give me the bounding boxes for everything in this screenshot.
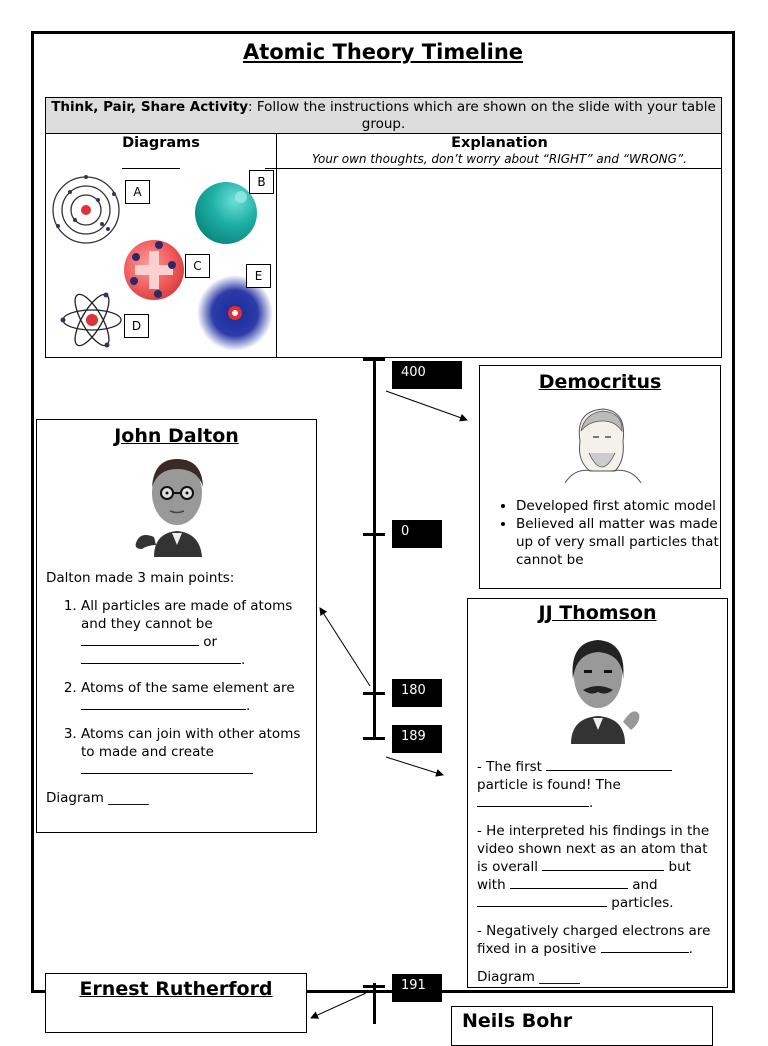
thomson-p2-text-c: and	[627, 877, 658, 893]
dalton-point-2-text: Atoms of the same element are	[81, 680, 295, 696]
activity-label: Think, Pair, Share Activity	[51, 99, 249, 115]
answer-blank	[510, 876, 628, 889]
year-189: 189	[392, 725, 442, 753]
democritus-bullet: • Believed all matter was made up of very small particles that cannot be	[516, 515, 720, 569]
thomson-paragraph-2	[477, 822, 719, 912]
label-b: B	[249, 170, 274, 194]
dalton-diagram-prompt: Diagram ______	[46, 790, 149, 806]
year-191: 191	[392, 974, 442, 1002]
democritus-title: Democritus	[538, 371, 662, 393]
dalton-point-3	[81, 725, 316, 779]
dalton-point-1-or: or	[199, 634, 218, 650]
answer-blank	[477, 894, 607, 907]
label-e: E	[246, 264, 271, 288]
thomson-text	[477, 758, 719, 986]
thomson-p2-text-d: particles.	[607, 895, 674, 911]
thomson-p2-text: - He interpreted his findings in the video shown next as an atom that is overall	[477, 823, 710, 875]
thomson-p1-text-b: particle is found! The	[477, 777, 621, 793]
thomson-paragraph-1: - The first particle is found! The .	[477, 758, 719, 812]
answer-blank	[542, 858, 664, 871]
dalton-portrait	[132, 453, 222, 557]
diagrams-heading: Diagrams	[122, 135, 200, 151]
dalton-points	[37, 597, 316, 779]
answer-blank	[81, 697, 246, 710]
thomson-diagram-prompt: Diagram ______	[477, 969, 580, 985]
dalton-card	[36, 419, 317, 833]
dalton-point-3-text: Atoms can join with other atoms to made and create	[81, 726, 301, 760]
label-d: D	[124, 314, 149, 338]
dalton-point-1: 1. All particles are made of atoms and they cannot be or .	[81, 597, 316, 669]
thomson-p2-text-b: but with	[477, 859, 691, 893]
democritus-card	[479, 365, 721, 589]
answer-blank	[81, 761, 253, 774]
democritus-bullets	[480, 497, 720, 569]
dalton-point-1-text: All particles are made of atoms and they cannot be	[81, 598, 293, 632]
dalton-title: John Dalton	[114, 425, 239, 447]
label-a: A	[125, 180, 150, 204]
thomson-title: JJ Thomson	[538, 602, 657, 624]
thomson-p3-text: - Negatively charged electrons are fixed in a positive	[477, 923, 711, 957]
answer-blank	[81, 651, 241, 664]
rutherford-card	[45, 973, 307, 1033]
thomson-paragraph-3: - Negatively charged electrons are fixed in a positive .	[477, 923, 711, 957]
answer-blank	[546, 758, 672, 771]
year-400: 400	[392, 361, 462, 389]
democritus-bullet: • Developed first atomic model	[516, 497, 720, 515]
bohr-card	[451, 1006, 713, 1046]
explanation-heading: Explanation	[451, 135, 548, 151]
page-title: Atomic Theory Timeline	[242, 40, 524, 64]
explanation-subheading: Your own thoughts, don’t worry about “RIGHT” and “WRONG”.	[312, 152, 687, 166]
label-c: C	[185, 254, 210, 278]
thomson-portrait	[553, 632, 643, 744]
thomson-card	[467, 598, 728, 988]
bohr-title: Neils Bohr	[462, 1010, 573, 1032]
year-180: 180	[392, 679, 442, 707]
thomson-p1-text: - The first	[477, 759, 547, 775]
answer-blank	[81, 633, 199, 646]
dalton-intro: Dalton made 3 main points:	[46, 570, 235, 586]
rutherford-title: Ernest Rutherford	[79, 978, 273, 1000]
answer-blank	[477, 794, 589, 807]
democritus-portrait	[545, 401, 655, 483]
answer-blank	[601, 940, 689, 953]
activity-instructions: : Follow the instructions which are shown on the slide with your table group.	[248, 99, 716, 132]
dalton-point-2: 2. Atoms of the same element are .	[81, 679, 316, 715]
year-0: 0	[392, 520, 442, 548]
